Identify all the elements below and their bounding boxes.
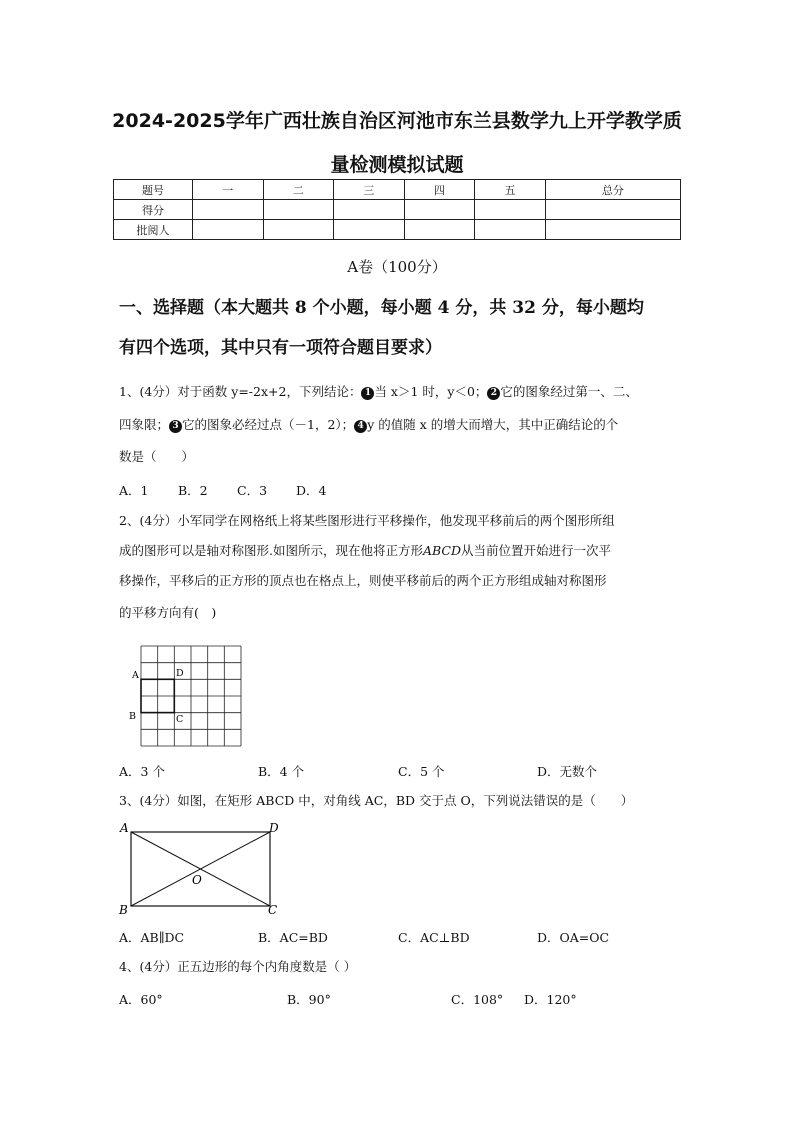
exam-title-line2: 量检测模拟试题 — [330, 154, 464, 176]
score-header-cell: 一 — [193, 180, 264, 200]
score-row-label: 批阅人 — [114, 220, 193, 240]
q4-option-d[interactable]: D．120° — [524, 992, 577, 1007]
q1-line1 — [119, 377, 679, 407]
score-cell[interactable] — [475, 220, 546, 240]
q1-intro: 1、(4分）对于函数 y=-2x+2，下列结论： — [119, 384, 362, 399]
grid-label-a: A — [132, 670, 139, 681]
exam-title-line1: 2024-2025学年广西壮族自治区河池市东兰县数学九上开学教学质 — [112, 110, 682, 132]
vertex-label-c: C — [268, 903, 278, 917]
q1-option-b[interactable]: B．2 — [178, 483, 208, 498]
vertex-label-b: B — [119, 903, 128, 917]
q4-options — [119, 990, 679, 1010]
q1-line3: 数是（ ） — [119, 449, 195, 464]
q1-statement: y 的值随 x 的增大而增大，其中正确结论的个 — [367, 417, 619, 432]
q2-text: 成的图形可以是轴对称图形.如图所示，现在他将正方形 — [119, 543, 423, 558]
score-cell[interactable] — [404, 200, 475, 220]
section-heading-line2: 有四个选项，其中只有一项符合题目要求） — [119, 338, 442, 358]
vertex-label-a: A — [120, 821, 129, 835]
score-cell[interactable] — [545, 220, 680, 240]
score-header-cell: 四 — [404, 180, 475, 200]
q1-statement: 它的图象经过第一、二、 — [500, 384, 638, 399]
q2-line1: 2、(4分）小军同学在网格纸上将某些图形进行平移操作，他发现平移前后的两个图形所组 — [119, 513, 615, 528]
score-cell[interactable] — [263, 200, 334, 220]
score-row-label: 得分 — [114, 200, 193, 220]
score-cell[interactable] — [475, 200, 546, 220]
score-header-cell: 总分 — [545, 180, 680, 200]
q4-option-a[interactable]: A．60° — [119, 992, 163, 1007]
q2-option-c[interactable]: C．5 个 — [398, 764, 445, 779]
circled-number: 3 — [169, 420, 182, 433]
score-header-cell: 题号 — [114, 180, 193, 200]
q2-option-d[interactable]: D．无数个 — [537, 764, 598, 779]
score-header-cell: 三 — [334, 180, 405, 200]
q2-option-b[interactable]: B．4 个 — [258, 764, 305, 779]
score-header-cell: 二 — [263, 180, 334, 200]
q2-line4: 的平移方向有( ) — [119, 605, 217, 620]
score-cell[interactable] — [193, 200, 264, 220]
q3-option-c[interactable]: C．AC⊥BD — [398, 930, 470, 945]
q1-statement: 它的图象必经过点（－1，2）； — [182, 417, 355, 432]
score-table-row — [114, 200, 681, 220]
score-header-cell: 五 — [475, 180, 546, 200]
circled-number: 2 — [487, 387, 500, 400]
grid-label-d: D — [176, 668, 184, 679]
q2-grid-figure — [120, 640, 250, 750]
grid-label-c: C — [176, 714, 184, 725]
q1-statement: 当 x＞1 时，y＜0； — [374, 384, 488, 399]
center-label-o: O — [192, 873, 202, 887]
circled-number: 4 — [354, 420, 367, 433]
q3-option-d[interactable]: D．OA=OC — [537, 930, 610, 945]
q3-rectangle-figure — [115, 818, 285, 918]
q4-line1: 4、(4分）正五边形的每个内角度数是（ ） — [119, 959, 357, 974]
q2-line2 — [119, 536, 679, 566]
q1-option-d[interactable]: D．4 — [296, 483, 327, 498]
q3-line1: 3、(4分）如图，在矩形 ABCD 中，对角线 AC，BD 交于点 O，下列说法错误的是（ ） — [119, 793, 634, 808]
q1-options — [119, 481, 679, 501]
q4-option-c[interactable]: C．108° — [451, 992, 504, 1007]
q1-option-a[interactable]: A．1 — [119, 483, 149, 498]
q3-options — [119, 928, 679, 948]
q2-line3: 移操作，平移后的正方形的顶点也在格点上，则使平移前后的两个正方形组成轴对称图形 — [119, 573, 607, 588]
score-table-header-row — [114, 180, 681, 200]
grid-lines — [141, 646, 241, 746]
score-cell[interactable] — [263, 220, 334, 240]
score-cell[interactable] — [193, 220, 264, 240]
score-table-row — [114, 220, 681, 240]
q4-option-b[interactable]: B．90° — [287, 992, 331, 1007]
score-cell[interactable] — [334, 200, 405, 220]
vertex-label-d: D — [269, 821, 279, 835]
grid-label-b: B — [129, 711, 136, 722]
q1-statement: 四象限； — [119, 417, 170, 432]
q3-option-a[interactable]: A．AB∥DC — [119, 930, 185, 945]
q2-square-name: ABCD — [422, 543, 462, 558]
circled-number: 1 — [361, 387, 374, 400]
q2-options — [119, 762, 679, 782]
volume-label: A卷（100分） — [347, 258, 447, 276]
score-table — [113, 179, 681, 240]
q1-line2 — [119, 410, 679, 440]
score-cell[interactable] — [545, 200, 680, 220]
score-cell[interactable] — [334, 220, 405, 240]
q2-text: 从当前位置开始进行一次平 — [461, 543, 612, 558]
q3-option-b[interactable]: B．AC=BD — [258, 930, 328, 945]
q1-option-c[interactable]: C．3 — [237, 483, 268, 498]
q2-option-a[interactable]: A．3 个 — [119, 764, 165, 779]
score-cell[interactable] — [404, 220, 475, 240]
section-heading-line1: 一、选择题（本大题共 8 个小题，每小题 4 分，共 32 分，每小题均 — [119, 298, 644, 318]
